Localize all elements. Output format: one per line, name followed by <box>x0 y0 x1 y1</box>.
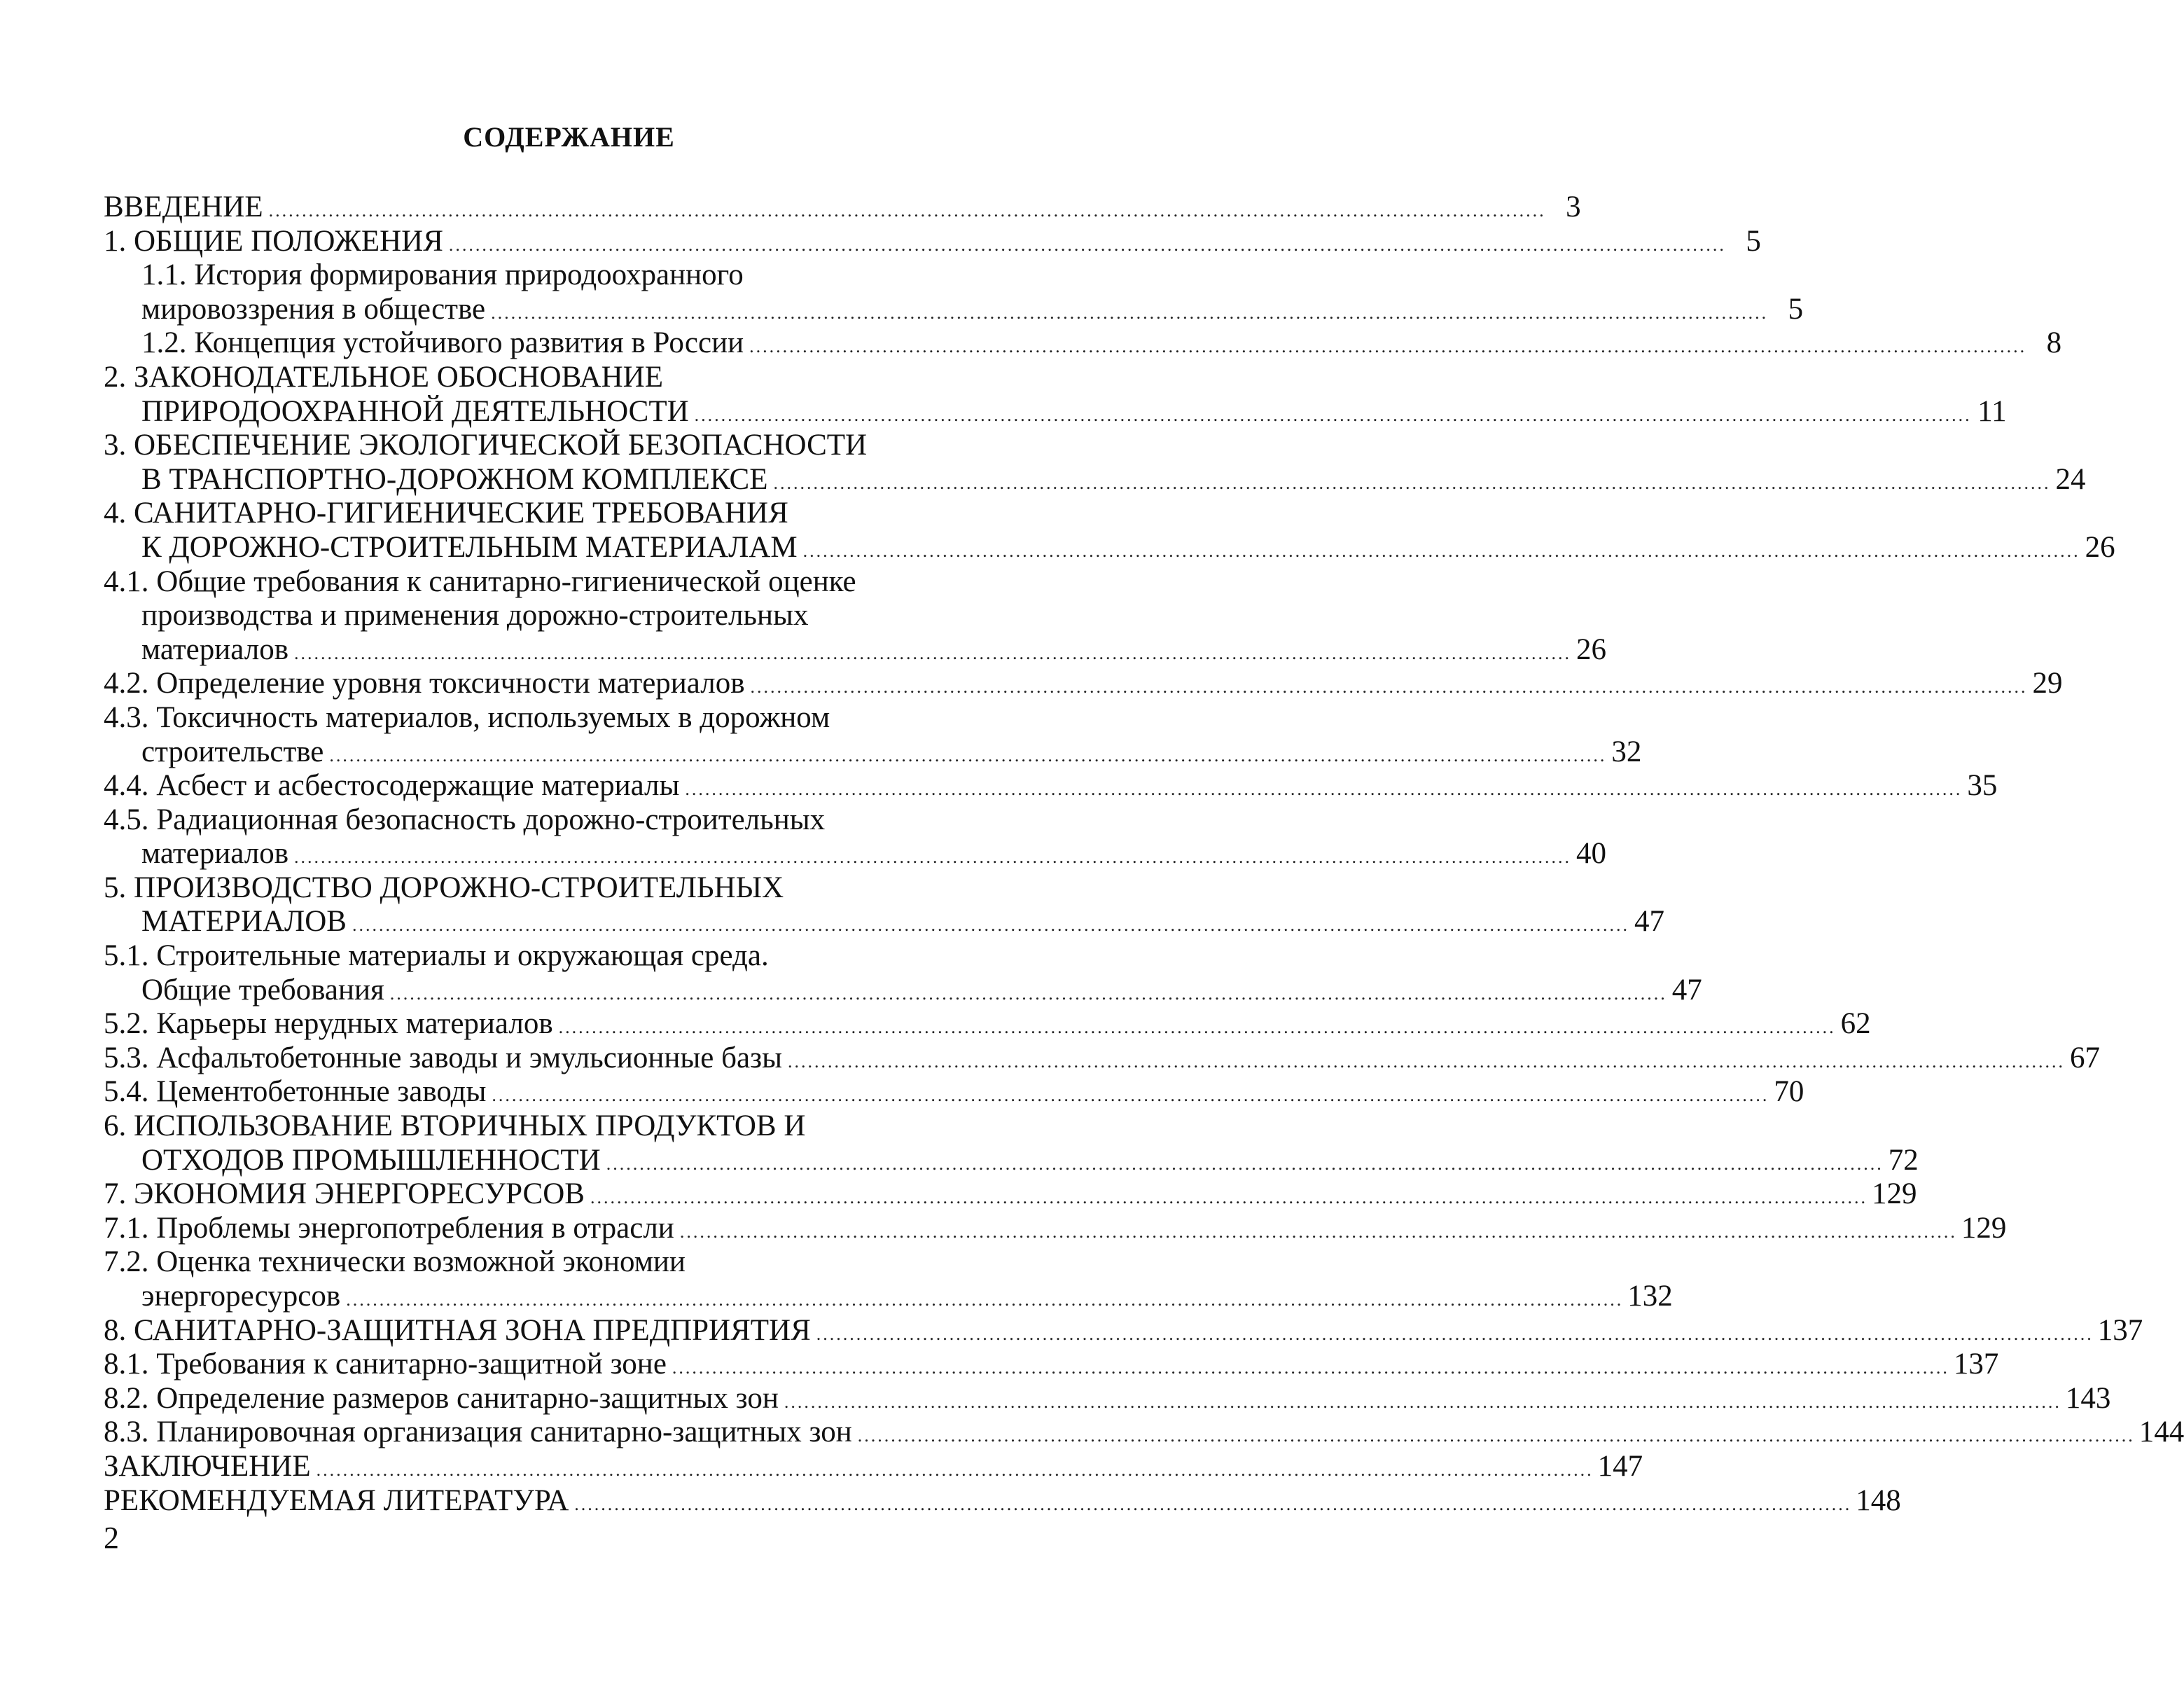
toc-entry-text: 5.2. Карьеры нерудных материалов <box>104 1007 553 1041</box>
dot-leader: ................................................................................................................................................................................................ <box>802 540 2080 561</box>
toc-entry <box>104 191 1581 225</box>
toc-entry-page: 129 <box>1871 1177 1917 1211</box>
toc-entry <box>104 394 2007 429</box>
toc-entry <box>104 1348 1999 1382</box>
dot-leader: ................................................................................................................................................................................................ <box>773 472 2051 493</box>
dot-leader: ................................................................................................................................................................................................ <box>294 642 1572 663</box>
toc-entry <box>104 599 1014 633</box>
toc-entry <box>104 1280 1673 1314</box>
toc-entry <box>104 497 1014 531</box>
toc-entry <box>104 565 1014 600</box>
toc-entry-page: 35 <box>1967 769 1998 803</box>
toc-entry-text: 7.2. Оценка технически возможной экономии <box>104 1245 686 1279</box>
toc-entry-text: производства и применения дорожно-строительных <box>141 599 809 632</box>
toc-entry-page: 62 <box>1840 1007 1871 1041</box>
toc-entry-page: 11 <box>1977 394 2007 428</box>
toc-entry <box>104 667 2063 701</box>
toc-entry-text: 4.2. Определение уровня токсичности материалов <box>104 667 745 700</box>
toc-entry-page: 148 <box>1856 1483 1901 1517</box>
toc-entry <box>104 939 1014 974</box>
toc-entry-text: энергоресурсов <box>141 1280 341 1313</box>
dot-leader: ................................................................................................................................................................................................ <box>389 983 1667 1004</box>
toc-entry-text: 3. ОБЕСПЕЧЕНИЕ ЭКОЛОГИЧЕСКОЙ БЕЗОПАСНОСТИ <box>104 429 868 462</box>
toc-entry <box>104 1041 2100 1076</box>
toc-entry-text: 4.3. Токсичность материалов, используемых в дорожном <box>104 700 830 734</box>
dot-leader: ................................................................................................................................................................................................ <box>750 677 2028 698</box>
toc-entry-page: 67 <box>2069 1041 2100 1074</box>
toc-entry-page: 5 <box>1788 292 1804 326</box>
toc-entry-page: 32 <box>1611 735 1642 768</box>
dot-leader: ................................................................................................................................................................................................ <box>346 1289 1624 1310</box>
toc-entry <box>104 1143 1919 1178</box>
toc-entry-text: материалов <box>141 837 289 871</box>
table-of-contents <box>104 191 2184 1518</box>
dot-leader: ................................................................................................................................................................................................ <box>492 1085 1769 1106</box>
toc-entry-page: 137 <box>1953 1348 1999 1381</box>
toc-entry <box>104 292 1804 327</box>
dot-leader: ................................................................................................................................................................................................ <box>606 1153 1884 1174</box>
toc-entry <box>104 462 2086 497</box>
toc-entry-page: 144 <box>2138 1416 2184 1449</box>
toc-entry-text: строительстве <box>141 735 324 768</box>
dot-leader: ................................................................................................................................................................................................ <box>787 1051 2065 1072</box>
dot-leader: ................................................................................................................................................................................................ <box>679 1221 1957 1242</box>
toc-entry-text: 8.2. Определение размеров санитарно-защитных зон <box>104 1381 779 1415</box>
toc-entry <box>104 530 2115 565</box>
toc-entry-text: К ДОРОЖНО-СТРОИТЕЛЬНЫМ МАТЕРИАЛАМ <box>141 530 798 564</box>
toc-entry <box>104 1313 2143 1348</box>
toc-entry <box>104 1381 2111 1416</box>
toc-entry-text: 4.4. Асбест и асбестосодержащие материалы <box>104 769 680 803</box>
toc-entry-text: ОТХОДОВ ПРОМЫШЛЕННОСТИ <box>141 1143 601 1177</box>
dot-leader: ................................................................................................................................................................................................ <box>672 1357 1949 1378</box>
toc-entry <box>104 1416 2184 1450</box>
toc-entry-page: 47 <box>1671 973 1702 1006</box>
toc-entry-text: 6. ИСПОЛЬЗОВАНИЕ ВТОРИЧНЫХ ПРОДУКТОВ И <box>104 1109 806 1143</box>
toc-entry <box>104 1109 1014 1144</box>
toc-entry-text: 4.1. Общие требования к санитарно-гигиенической оценке <box>104 565 856 598</box>
dot-leader: ................................................................................................................................................................................................ <box>316 1459 1594 1480</box>
dot-leader: ................................................................................................................................................................................................ <box>448 234 1726 255</box>
dot-leader: ................................................................................................................................................................................................ <box>857 1425 2135 1446</box>
dot-leader: ................................................................................................................................................................................................ <box>685 779 1963 800</box>
toc-entry-page: 24 <box>2055 462 2086 496</box>
toc-entry-text: ПРИРОДООХРАННОЙ ДЕЯТЕЛЬНОСТИ <box>141 394 689 428</box>
toc-entry-page: 26 <box>1576 632 1607 666</box>
toc-entry <box>104 1245 1014 1280</box>
toc-entry <box>104 258 1014 293</box>
toc-entry-text: 1.2. Концепция устойчивого развития в России <box>141 326 744 360</box>
toc-entry-text: материалов <box>141 632 289 666</box>
toc-entry-page: 3 <box>1566 191 1581 223</box>
toc-entry-text: мировоззрения в обществе <box>141 292 486 326</box>
toc-entry <box>104 871 1014 906</box>
dot-leader: ................................................................................................................................................................................................ <box>574 1493 1852 1514</box>
toc-entry-page: 72 <box>1888 1143 1919 1177</box>
toc-entry <box>104 1177 1917 1212</box>
toc-entry-page: 40 <box>1576 837 1607 871</box>
toc-entry <box>104 361 1014 395</box>
toc-entry-page: 137 <box>2097 1313 2143 1347</box>
toc-entry-text: 8.3. Планировочная организация санитарно-защитных зон <box>104 1416 852 1449</box>
toc-entry-text: РЕКОМЕНДУЕМАЯ ЛИТЕРАТУРА <box>104 1483 569 1517</box>
toc-entry <box>104 632 1607 667</box>
toc-entry-text: 4.5. Радиационная безопасность дорожно-строительных <box>104 803 826 836</box>
toc-entry <box>104 905 1664 939</box>
dot-leader: ................................................................................................................................................................................................ <box>352 915 1629 936</box>
toc-entry-page: 70 <box>1774 1075 1804 1109</box>
dot-leader: ................................................................................................................................................................................................ <box>558 1017 1836 1038</box>
toc-title: СОДЕРЖАНИЕ <box>463 121 675 153</box>
toc-entry <box>104 1211 2007 1246</box>
toc-entry-text: 7.1. Проблемы энергопотребления в отрасли <box>104 1211 674 1245</box>
toc-entry <box>104 429 1014 463</box>
toc-entry-page: 147 <box>1597 1449 1643 1483</box>
toc-entry-page: 29 <box>2032 667 2063 700</box>
toc-entry <box>104 735 1642 770</box>
toc-entry <box>104 326 2062 361</box>
toc-entry <box>104 701 1014 735</box>
toc-entry-text: 1.1. История формирования природоохранного <box>141 258 744 292</box>
toc-entry-text: Общие требования <box>141 973 384 1006</box>
toc-entry-text: 5.4. Цементобетонные заводы <box>104 1075 487 1109</box>
dot-leader: ................................................................................................................................................................................................ <box>268 200 1546 221</box>
toc-entry-text: 5. ПРОИЗВОДСТВО ДОРОЖНО-СТРОИТЕЛЬНЫХ <box>104 871 784 904</box>
toc-entry-text: 2. ЗАКОНОДАТЕЛЬНОЕ ОБОСНОВАНИЕ <box>104 360 663 394</box>
toc-entry-text: 8.1. Требования к санитарно-защитной зоне <box>104 1348 667 1381</box>
dot-leader: ................................................................................................................................................................................................ <box>749 336 2027 357</box>
dot-leader: ................................................................................................................................................................................................ <box>294 847 1572 868</box>
toc-entry-page: 132 <box>1627 1280 1673 1313</box>
dot-leader: ................................................................................................................................................................................................ <box>784 1391 2061 1412</box>
toc-entry-page: 5 <box>1746 224 1761 258</box>
dot-leader: ................................................................................................................................................................................................ <box>694 404 1972 425</box>
dot-leader: ................................................................................................................................................................................................ <box>491 302 1769 323</box>
toc-entry <box>104 803 1014 838</box>
toc-entry-page: 47 <box>1634 905 1664 939</box>
toc-entry-text: ЗАКЛЮЧЕНИЕ <box>104 1449 311 1483</box>
toc-entry <box>104 837 1607 871</box>
toc-entry <box>104 224 1761 259</box>
toc-entry-page: 143 <box>2065 1381 2111 1415</box>
toc-entry <box>104 1075 1804 1109</box>
toc-entry-text: 5.1. Строительные материалы и окружающая среда. <box>104 939 769 973</box>
toc-entry-text: ВВЕДЕНИЕ <box>104 191 263 223</box>
page-number: 2 <box>104 1521 119 1555</box>
toc-entry <box>104 1007 1871 1042</box>
dot-leader: ................................................................................................................................................................................................ <box>329 745 1607 766</box>
dot-leader: ................................................................................................................................................................................................ <box>590 1187 1867 1208</box>
toc-entry-text: 8. САНИТАРНО-ЗАЩИТНАЯ ЗОНА ПРЕДПРИЯТИЯ <box>104 1313 811 1347</box>
toc-entry-page: 129 <box>1961 1211 2007 1245</box>
toc-entry-text: МАТЕРИАЛОВ <box>141 905 347 939</box>
toc-entry <box>104 1483 1901 1518</box>
toc-entry <box>104 973 1702 1008</box>
toc-entry <box>104 769 1998 803</box>
dot-leader: ................................................................................................................................................................................................ <box>816 1323 2094 1344</box>
toc-entry-page: 8 <box>2046 326 2062 360</box>
toc-entry-text: 5.3. Асфальтобетонные заводы и эмульсионные базы <box>104 1041 782 1074</box>
toc-entry-page: 26 <box>2085 530 2115 564</box>
toc-entry <box>104 1449 1643 1484</box>
toc-entry-text: 1. ОБЩИЕ ПОЛОЖЕНИЯ <box>104 224 443 258</box>
toc-entry-text: В ТРАНСПОРТНО-ДОРОЖНОМ КОМПЛЕКСЕ <box>141 462 768 496</box>
toc-entry-text: 4. САНИТАРНО-ГИГИЕНИЧЕСКИЕ ТРЕБОВАНИЯ <box>104 497 788 530</box>
toc-entry-text: 7. ЭКОНОМИЯ ЭНЕРГОРЕСУРСОВ <box>104 1177 585 1211</box>
